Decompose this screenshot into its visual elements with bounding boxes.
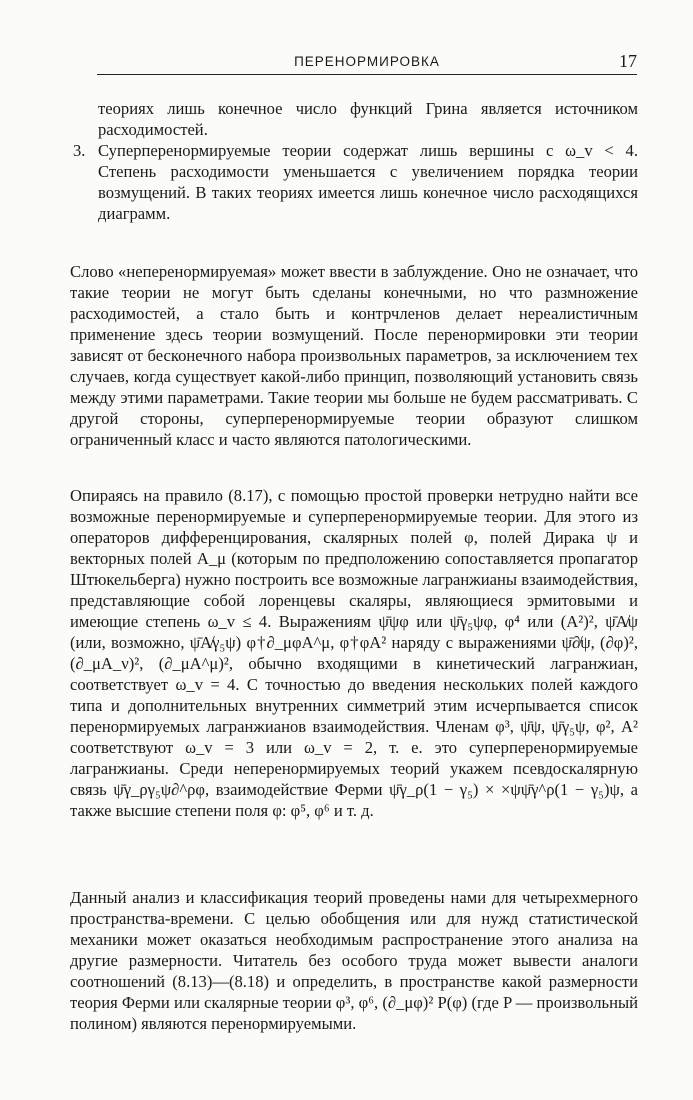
page-number: 17 (619, 51, 637, 71)
body-paragraph-1: Слово «неперенормируемая» может ввести в заблуждение. Оно не означает, что такие теории не могут быть сделаны конечными, но что размножение расходимостей, а стало быть и контрчленов делает нереалистичным применение здесь теории возмущений. После перенормировки эти теории зависят от бесконечного набора произвольных параметров, за исключением тех случаев, когда существует какой-либо принцип, позволяющий установить связь между этими параметрами. Такие теории мы больше не будем рассматривать. С другой стороны, суперперенормируемые теории образуют слишком ограниченный класс и часто являются патологическими. (70, 262, 638, 449)
running-title: ПЕРЕНОРМИРОВКА (294, 54, 440, 69)
list-item-number: 3. (73, 141, 86, 160)
page-header (97, 50, 637, 75)
body-paragraph-3: Данный анализ и классификация теорий проведены нами для четырехмерного пространства-времени. С целью обобщения или для нужд статистической механики может оказаться необходимым распространение этого анализа на другие размерности. Читатель без особого труда может вывести аналоги соотношений (8.13)—(8.18) и определить, в пространстве какой размерности теория Ферми или скалярные теории φ³, φ⁶, (∂_μφ)² P(φ) (где P — произвольный полином) являются перенормируемыми. (70, 888, 638, 1033)
list-item-text: Суперперенормируемые теории содержат лишь вершины с ω_v < 4. Степень расходимости уменьшается с увеличением порядка теории возмущений. В таких теориях имеется лишь конечное число расходящихся диаграмм. (98, 141, 638, 223)
list-item-continuation: теориях лишь конечное число функций Грина является источником расходимостей. (98, 99, 638, 139)
body-paragraph-2: Опираясь на правило (8.17), с помощью простой проверки нетрудно найти все возможные перенормируемые и суперперенормируемые теории. Для этого из операторов дифференцирования, скалярных полей φ, полей Дирака ψ и векторных полей A_μ (которым по предположению сопоставляется пропагатор Штюкельберга) нужно построить все возможные лагранжианы взаимодействия, представляющие собой лоренцевы скаляры, являющиеся эрмитовыми и имеющие степень ω_v ≤ 4. Выражениям ψ̄ψφ или ψ̄γ₅ψφ, φ⁴ или (A²)², ψ̄A̸ψ (или, возможно, ψ̄A̸γ₅ψ) φ†∂_μφA^μ, φ†φA² наряду с выражениями ψ̄∂̸ψ, (∂φ)², (∂_μA_ν)², (∂_μA^μ)², обычно входящими в кинетический лагранжиан, соответствует ω_v = 4. С точностью до введения нескольких полей каждого типа и дополнительных внутренних симметрий этим исчерпывается список перенормируемых лагранжианов взаимодействия. Членам φ³, ψ̄ψ, ψ̄γ₅ψ, φ², A² соответствуют ω_v = 3 или ω_v = 2, т. е. это суперперенормируемые лагранжианы. Среди неперенормируемых теорий укажем псевдоскалярную связь ψ̄γ_ργ₅ψ∂^ρφ, взаимодействие Ферми ψ̄γ_ρ(1 − γ₅) × ×ψψ̄γ^ρ(1 − γ₅)ψ, а также высшие степени поля φ: φ⁵, φ⁶ и т. д. (70, 486, 638, 820)
list-item-3 (73, 140, 638, 224)
